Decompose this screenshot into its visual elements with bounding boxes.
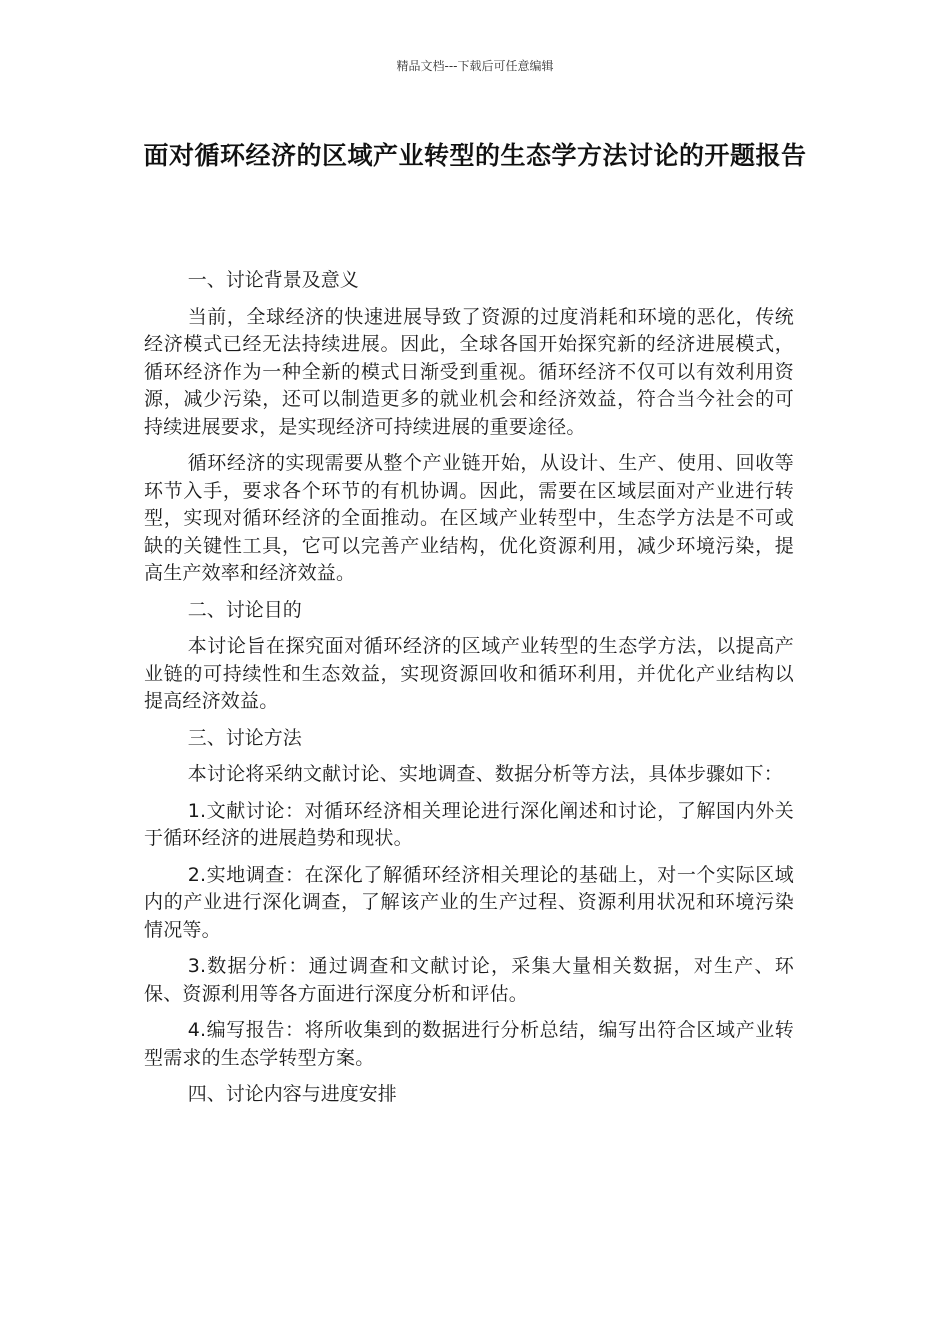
- paragraph-method-intro: 本讨论将采纳文献讨论、实地调查、数据分析等方法，具体步骤如下：: [187, 763, 783, 785]
- paragraph-purpose: 本讨论旨在探究面对循环经济的区域产业转型的生态学方法，以提高产业链的可持续性和生态效益，实现资源回收和循环利用，并优化产业结构以提高经济效益。: [144, 635, 794, 712]
- section-heading-method: 三、讨论方法: [187, 726, 302, 749]
- section-heading-background: 一、讨论背景及意义: [187, 269, 359, 291]
- paragraph-background-1: 当前，全球经济的快速进展导致了资源的过度消耗和环境的恶化，传统经济模式已经无法持续进展。因此，全球各国开始探究新的经济进展模式，循环经济作为一种全新的模式日渐受到重视。循环经济不仅可以有效利用资源，减少污染，还可以制造更多的就业机会和经济效益，符合当今社会的可持续进展要求，是实现经济可持续进展的重要途径。: [144, 305, 794, 438]
- header-note: 精品文档---下载后可任意编辑: [396, 59, 554, 73]
- paragraph-background-2: 循环经济的实现需要从整个产业链开始，从设计、生产、使用、回收等环节入手，要求各个环节的有机协调。因此，需要在区域层面对产业进行转型，实现对循环经济的全面推动。在区域产业转型中，生态学方法是不可或缺的关键性工具，它可以完善产业结构，优化资源利用，减少环境污染，提高生产效率和经济效益。: [144, 452, 794, 584]
- paragraph-method-step-1: 1.文献讨论：对循环经济相关理论进行深化阐述和讨论，了解国内外关于循环经济的进展趋势和现状。: [144, 799, 794, 849]
- paragraph-method-step-2: 2.实地调查：在深化了解循环经济相关理论的基础上，对一个实际区域内的产业进行深化调查，了解该产业的生产过程、资源利用状况和环境污染情况等。: [144, 863, 794, 941]
- paragraph-method-step-3: 3.数据分析：通过调查和文献讨论，采集大量相关数据，对生产、环保、资源利用等各方面进行深度分析和评估。: [144, 955, 794, 1005]
- paragraph-method-step-4: 4.编写报告：将所收集到的数据进行分析总结，编写出符合区域产业转型需求的生态学转型方案。: [144, 1019, 794, 1069]
- document-title: 面对循环经济的区域产业转型的生态学方法讨论的开题报告: [143, 141, 807, 170]
- section-heading-content-schedule: 四、讨论内容与进度安排: [187, 1083, 397, 1105]
- section-heading-purpose: 二、讨论目的: [187, 598, 302, 621]
- document-body: [144, 267, 794, 1118]
